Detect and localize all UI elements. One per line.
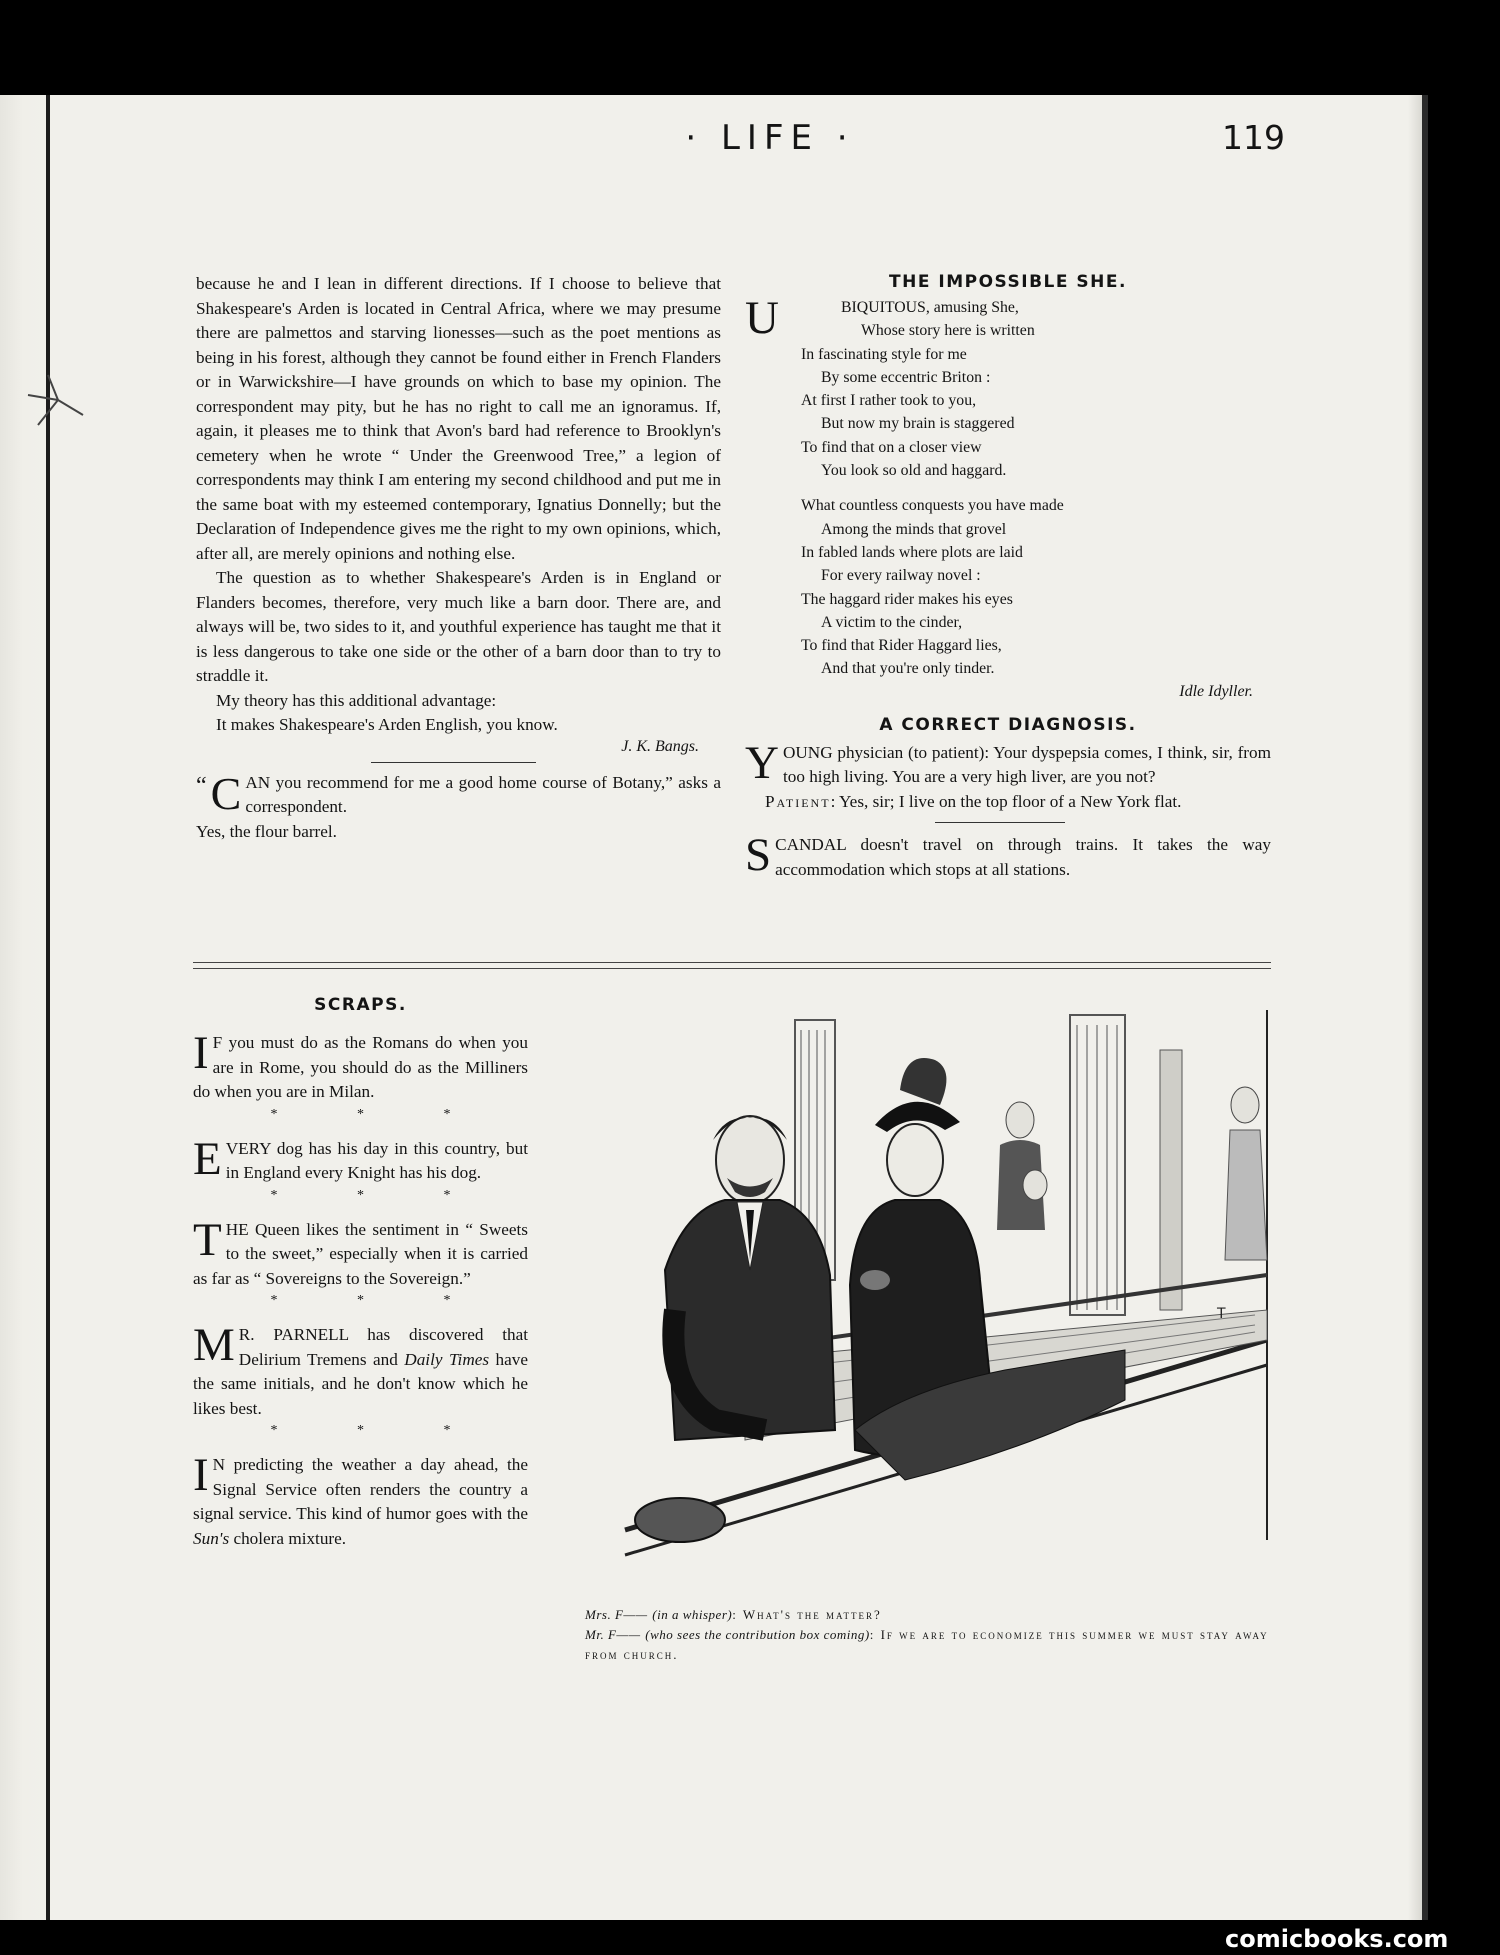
diagnosis-title: A CORRECT DIAGNOSIS. (879, 714, 1137, 735)
church-illustration (605, 1010, 1270, 1580)
masthead: · LIFE · (685, 118, 855, 158)
diagnosis-item (745, 736, 1271, 815)
scrap-text: R. PARNELL has discovered that Delirium Tremens and Daily Times have the same initials, and he don't know which he likes best. (193, 1325, 528, 1418)
poem-title: THE IMPOSSIBLE SHE. (889, 272, 1127, 292)
scraps-title: SCRAPS. (314, 995, 407, 1015)
poem-line: In fabled lands where plots are laid (801, 543, 1023, 561)
caption-aside: (in a whisper) (652, 1607, 733, 1622)
scrap-item (193, 1132, 528, 1186)
diagnosis-reply: : Yes, sir; I live on the top floor of a New York flat. (830, 791, 1182, 811)
poem-line: The haggard rider makes his eyes (801, 590, 1013, 608)
article-paragraph: The question as to whether Shakespeare's Arden is in England or Flanders becomes, therefore, very much like a barn door. There are, and always will be, two sides to it, and youthful experience has taught me that it is less dangerous to take one side or the other of a barn door than to try to straddle it. (196, 568, 721, 685)
poem-line: In fascinating style for me (801, 345, 967, 363)
scrap-item (193, 1449, 528, 1551)
binding-thread-icon (18, 365, 88, 435)
poem-line: BIQUITOUS, amusing She, (841, 299, 1019, 316)
poem-signature: Idle Idyller. (1179, 682, 1253, 700)
scrap-text: N predicting the weather a day ahead, the Signal Service often renders the country a signal service. This kind of humor goes with the Sun's cholera mixture. (193, 1455, 528, 1548)
scraps-column (193, 995, 528, 1551)
divider-rule (371, 762, 536, 763)
caption-text: : If we are to economize this summer we must stay away from church. (585, 1627, 1269, 1662)
botany-question: AN you recommend for me a good home course of Botany,” asks a correspondent. (245, 772, 721, 816)
scrap-item (193, 1213, 528, 1292)
poem-line: And that you're only tinder. (821, 660, 995, 678)
caption-speaker: Mr. F—— (585, 1627, 641, 1642)
caption-line (555, 1625, 1273, 1665)
scrap-text: VERY dog has his day in this country, but in England every Knight has his dog. (225, 1138, 528, 1182)
asterism: * * * (270, 1423, 489, 1438)
dropcap: I (193, 1027, 209, 1079)
poem-line: For every railway novel : (821, 567, 981, 585)
article-paragraph: My theory has this additional advantage: (216, 690, 497, 710)
poem-line: To find that Rider Haggard lies, (801, 637, 1002, 655)
patient-label: Patient (765, 791, 831, 811)
poem-line: What countless conquests you have made (801, 497, 1064, 515)
diagnosis-text: OUNG physician (to patient): Your dyspepsia comes, I think, sir, from too high living. You are a very high liver, are you not? (782, 742, 1271, 787)
poem-line: Among the minds that grovel (821, 520, 1007, 538)
right-column (745, 272, 1271, 882)
open-quote: “ (196, 772, 207, 799)
article-signature: J. K. Bangs. (621, 737, 699, 755)
poem-line: A victim to the cinder, (821, 613, 963, 631)
site-watermark: comicbooks.com (1225, 1925, 1449, 1953)
asterism: * * * (270, 1187, 489, 1203)
dropcap: S (745, 829, 772, 882)
dropcap: M (193, 1319, 235, 1371)
scrap-item (193, 1027, 528, 1105)
dropcap: Y (745, 736, 779, 789)
caption-aside: (who sees the contribution box coming) (645, 1627, 870, 1642)
botany-item (196, 767, 721, 845)
poem-line: At first I rather took to you, (801, 392, 977, 410)
article-paragraph: It makes Shakespeare's Arden English, you know. (216, 715, 558, 734)
poem-line: You look so old and haggard. (821, 462, 1007, 480)
botany-answer: Yes, the flour barrel. (196, 821, 337, 841)
divider-rule (935, 822, 1065, 823)
dropcap: E (193, 1132, 222, 1185)
page-number: 119 (1222, 118, 1285, 157)
article-paragraph: because he and I lean in different directions. If I choose to believe that Shakespeare's Arden is located in Central Africa, where we may presume there are palmettos and starving lionesses—such as the poet mentions as being in his forest, although they cannot be found either in French Flanders or in Warwickshire—I have grounds on which to base my opinion. The correspondent may pity, but he has no right to call me an ignoramus. If, again, it pleases me to think that Avon's bard had reference to Brooklyn's cemetery when he wrote “ Under the Greenwood Tree,” a legion of correspondents may think I am entering my second childhood and put me in the same boat with my esteemed contemporary, Ignatius Donnelly; but the Declaration of Independence gives me the right to my own opinions, which, after all, are merely opinions and nothing else. (196, 274, 721, 563)
section-divider (193, 962, 1271, 969)
illustration-caption (555, 1605, 1273, 1665)
page-edge (1408, 95, 1422, 1920)
caption-line (555, 1605, 1273, 1625)
poem-line: By some eccentric Briton : (821, 368, 991, 386)
scrap-text: HE Queen likes the sentiment in “ Sweets to the sweet,” especially when it is carried as far as “ Sovereigns to the Sovereign.” (193, 1219, 528, 1288)
dropcap: U (745, 292, 779, 344)
scrap-text: F you must do as the Romans do when you are in Rome, you should do as the Milliners do when you are in Milan. (193, 1033, 528, 1101)
left-article (196, 272, 721, 844)
poem-line: But now my brain is staggered (821, 415, 1015, 433)
caption-text: : What's the matter? (732, 1607, 882, 1622)
dropcap: T (193, 1213, 222, 1266)
asterism: * * * (270, 1106, 489, 1122)
poem-line: Whose story here is written (861, 322, 1035, 340)
artist-mark: T (1217, 1306, 1226, 1322)
poem (745, 292, 1271, 681)
caption-speaker: Mrs. F—— (585, 1607, 648, 1622)
dropcap: I (193, 1449, 209, 1501)
poem-line: To find that on a closer view (801, 438, 982, 456)
asterism: * * * (270, 1293, 489, 1308)
scandal-item (745, 829, 1271, 882)
dropcap: C (210, 767, 242, 819)
scandal-text: CANDAL doesn't travel on through trains. It takes the way accommodation which stops at all stations. (775, 835, 1271, 879)
diagnosis-patient (745, 790, 1271, 815)
scrap-item (193, 1319, 528, 1421)
